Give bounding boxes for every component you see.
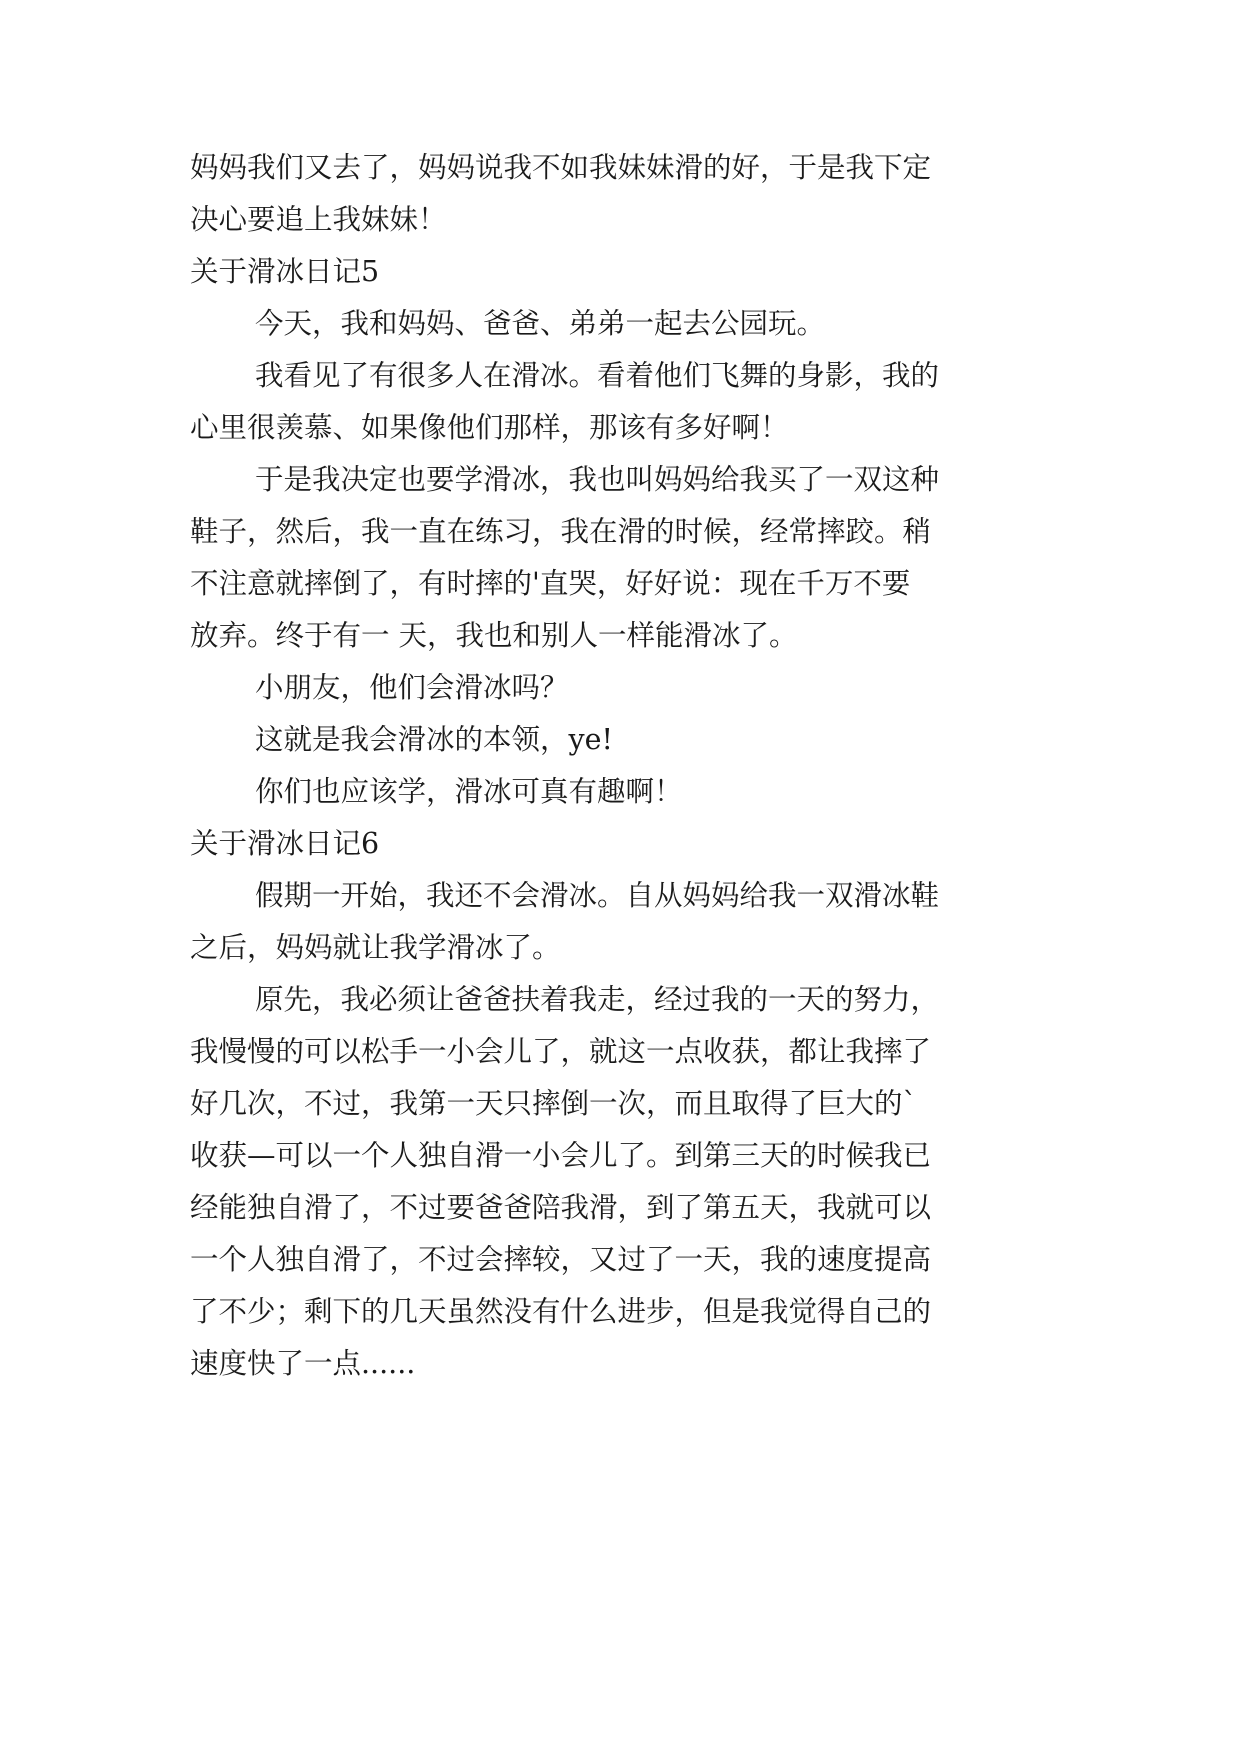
section-heading: 关于滑冰日记5 bbox=[190, 255, 380, 288]
paragraph-line: 鞋子，然后，我一直在练习，我在滑的时候，经常摔跤。稍 bbox=[190, 515, 932, 548]
paragraph-line: 原先，我必须让爸爸扶着我走，经过我的一天的努力， bbox=[255, 983, 940, 1016]
paragraph-line: 于是我决定也要学滑冰，我也叫妈妈给我买了一双这种 bbox=[255, 463, 940, 496]
paragraph-line: 了不少；剩下的几天虽然没有什么进步，但是我觉得自己的 bbox=[190, 1295, 932, 1328]
paragraph-line: 放弃。终于有一 天，我也和别人一样能滑冰了。 bbox=[190, 619, 798, 652]
paragraph-line: 之后，妈妈就让我学滑冰了。 bbox=[190, 931, 561, 964]
section-heading: 关于滑冰日记6 bbox=[190, 827, 380, 860]
paragraph-line: 妈妈我们又去了，妈妈说我不如我妹妹滑的好，于是我下定 bbox=[190, 151, 932, 184]
paragraph-line: 你们也应该学，滑冰可真有趣啊！ bbox=[255, 775, 683, 808]
paragraph-line: 今天，我和妈妈、爸爸、弟弟一起去公园玩。 bbox=[255, 307, 826, 340]
paragraph-line: 好几次，不过，我第一天只摔倒一次，而且取得了巨大的` bbox=[190, 1087, 917, 1120]
paragraph-line: 心里很羡慕、如果像他们那样，那该有多好啊！ bbox=[190, 411, 789, 444]
paragraph-line: 一个人独自滑了，不过会摔较，又过了一天，我的速度提高 bbox=[190, 1243, 932, 1276]
paragraph-line: 这就是我会滑冰的本领，ye! bbox=[255, 723, 613, 756]
paragraph-line: 小朋友，他们会滑冰吗？ bbox=[255, 671, 569, 704]
paragraph-line: 决心要追上我妹妹！ bbox=[190, 203, 447, 236]
paragraph-line: 我慢慢的可以松手一小会儿了，就这一点收获，都让我摔了 bbox=[190, 1035, 932, 1068]
paragraph-line: 不注意就摔倒了，有时摔的'直哭，好好说：现在千万不要 bbox=[190, 567, 911, 600]
paragraph-line: 收获—可以一个人独自滑一小会儿了。到第三天的时候我已 bbox=[190, 1139, 932, 1172]
paragraph-line: 我看见了有很多人在滑冰。看着他们飞舞的身影，我的 bbox=[255, 359, 940, 392]
paragraph-line: 经能独自滑了，不过要爸爸陪我滑，到了第五天，我就可以 bbox=[190, 1191, 932, 1224]
paragraph-line: 速度快了一点...... bbox=[190, 1347, 416, 1380]
paragraph-line: 假期一开始，我还不会滑冰。自从妈妈给我一双滑冰鞋 bbox=[255, 879, 940, 912]
